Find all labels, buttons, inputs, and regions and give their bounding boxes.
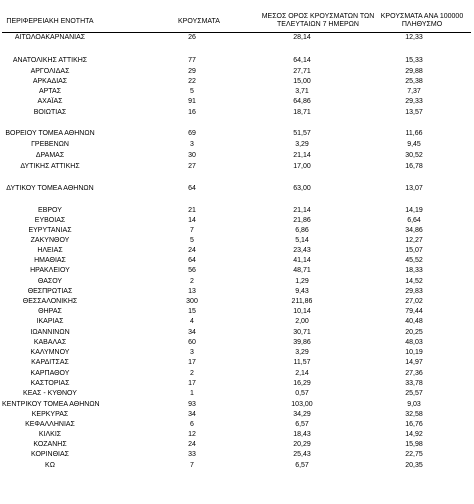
region-cell: ΙΩΑΝΝΙΝΩΝ	[30, 329, 70, 336]
average-cell: 25,43	[293, 451, 311, 458]
per-100k-cell: 15,33	[405, 57, 423, 64]
cases-cell: 33	[188, 451, 196, 458]
region-cell: ΘΕΣΣΑΛΟΝΙΚΗΣ	[22, 298, 78, 305]
cases-cell: 17	[188, 380, 196, 387]
cases-cell: 13	[188, 288, 196, 295]
cases-cell: 77	[188, 57, 196, 64]
region-cell: ΔΥΤΙΚΗΣ ΑΤΤΙΚΗΣ	[20, 163, 80, 170]
region-cell: ΔΥΤΙΚΟΥ ΤΟΜΕΑ ΑΘΗΝΩΝ	[6, 185, 94, 192]
table-row	[0, 140, 474, 150]
average-cell: 51,57	[293, 130, 311, 137]
per-100k-cell: 25,57	[405, 390, 423, 397]
table-row	[0, 338, 474, 348]
region-cell: ΚΑΣΤΟΡΙΑΣ	[30, 380, 70, 387]
cases-cell: 2	[190, 370, 194, 377]
region-cell: ΔΡΑΜΑΣ	[35, 152, 65, 159]
average-cell: 0,57	[295, 390, 309, 397]
cases-cell: 30	[188, 152, 196, 159]
region-cell: ΗΜΑΘΙΑΣ	[34, 257, 66, 264]
average-cell: 2,14	[295, 370, 309, 377]
average-cell: 103,00	[291, 401, 313, 408]
region-cell: ΚΕΡΚΥΡΑΣ	[31, 411, 69, 418]
cases-cell: 3	[190, 349, 194, 356]
per-100k-cell: 16,76	[405, 421, 423, 428]
average-cell: 9,43	[295, 288, 309, 295]
table-row	[0, 328, 474, 338]
region-cell: ΑΡΚΑΔΙΑΣ	[32, 78, 68, 85]
table-row	[0, 87, 474, 97]
cases-cell: 16	[188, 109, 196, 116]
average-cell: 3,71	[295, 88, 309, 95]
per-100k-cell: 25,38	[405, 78, 423, 85]
average-cell: 18,71	[293, 109, 311, 116]
table-row	[0, 430, 474, 440]
average-cell: 17,00	[293, 163, 311, 170]
per-100k-cell: 13,57	[405, 109, 423, 116]
per-100k-cell: 34,86	[405, 227, 423, 234]
cases-cell: 17	[188, 359, 196, 366]
region-cell: ΒΟΙΩΤΙΑΣ	[33, 109, 67, 116]
average-cell: 6,57	[295, 421, 309, 428]
average-cell: 16,29	[293, 380, 311, 387]
table-row	[0, 410, 474, 420]
column-header-7day-average: ΜΕΣΟΣ ΟΡΟΣ ΚΡΟΥΣΜΑΤΩΝ ΤΩΝ ΤΕΛΕΥΤΑΙΩΝ 7 ΗΜΕΡΩΝ	[261, 13, 375, 28]
table-row	[0, 151, 474, 161]
column-header-cases-per-100k: ΚΡΟΥΣΜΑΤΑ ΑΝΑ 100000 ΠΛΗΘΥΣΜΟ	[380, 13, 464, 28]
table-row	[0, 461, 474, 471]
column-header-region: ΠΕΡΙΦΕΡΕΙΑΚΗ ΕΝΟΤΗΤΑ	[6, 18, 94, 25]
cases-cell: 14	[188, 217, 196, 224]
per-100k-cell: 45,52	[405, 257, 423, 264]
cases-cell: 29	[188, 68, 196, 75]
average-cell: 2,00	[295, 318, 309, 325]
cases-cell: 15	[188, 308, 196, 315]
region-cell: ΚΕΦΑΛΛΗΝΙΑΣ	[25, 421, 75, 428]
per-100k-cell: 40,48	[405, 318, 423, 325]
region-cell: ΕΥΒΟΙΑΣ	[34, 217, 66, 224]
average-cell: 11,57	[293, 359, 311, 366]
region-cell: ΖΑΚΥΝΘΟΥ	[30, 237, 70, 244]
per-100k-cell: 9,45	[407, 141, 421, 148]
region-cell: ΙΚΑΡΙΑΣ	[36, 318, 64, 325]
per-100k-cell: 15,07	[405, 247, 423, 254]
per-100k-cell: 14,19	[405, 207, 423, 214]
average-cell: 211,86	[291, 298, 313, 305]
table-row	[0, 358, 474, 368]
average-cell: 5,14	[295, 237, 309, 244]
table-row	[0, 129, 474, 139]
cases-cell: 34	[188, 329, 196, 336]
region-cell: ΕΒΡΟΥ	[38, 207, 62, 214]
region-cell: ΘΗΡΑΣ	[38, 308, 62, 315]
average-cell: 64,86	[293, 98, 311, 105]
per-100k-cell: 12,33	[405, 34, 423, 41]
per-100k-cell: 14,92	[405, 431, 423, 438]
cases-cell: 64	[188, 257, 196, 264]
per-100k-cell: 48,03	[405, 339, 423, 346]
table-row	[0, 256, 474, 266]
table-row	[0, 216, 474, 226]
region-cell: ΑΡΓΟΛΙΔΑΣ	[30, 68, 70, 75]
cases-cell: 24	[188, 247, 196, 254]
average-cell: 3,29	[295, 349, 309, 356]
region-cell: ΚΕΝΤΡΙΚΟΥ ΤΟΜΕΑ ΑΘΗΝΩΝ	[2, 401, 100, 408]
cases-cell: 64	[188, 185, 196, 192]
table-row	[0, 440, 474, 450]
average-cell: 28,14	[293, 34, 311, 41]
table-row	[0, 226, 474, 236]
table-row	[0, 77, 474, 87]
average-cell: 1,29	[295, 278, 309, 285]
table-row	[0, 67, 474, 77]
per-100k-cell: 7,37	[407, 88, 421, 95]
table-row	[0, 246, 474, 256]
per-100k-cell: 14,52	[405, 278, 423, 285]
table-row	[0, 379, 474, 389]
table-row	[0, 297, 474, 307]
region-cell: ΚΑΛΥΜΝΟΥ	[30, 349, 70, 356]
per-100k-cell: 18,33	[405, 267, 423, 274]
table-row	[0, 369, 474, 379]
region-cell: ΑΧΑΪΑΣ	[37, 98, 63, 105]
region-cell: ΚΟΖΑΝΗΣ	[33, 441, 67, 448]
cases-cell: 56	[188, 267, 196, 274]
region-cell: ΚΙΛΚΙΣ	[38, 431, 62, 438]
table-row	[0, 450, 474, 460]
per-100k-cell: 15,98	[405, 441, 423, 448]
per-100k-cell: 33,78	[405, 380, 423, 387]
region-cell: ΚΟΡΙΝΘΙΑΣ	[31, 451, 69, 458]
cases-cell: 4	[190, 318, 194, 325]
per-100k-cell: 11,66	[405, 130, 423, 137]
cases-cell: 91	[188, 98, 196, 105]
per-100k-cell: 79,44	[405, 308, 423, 315]
table-row	[0, 287, 474, 297]
cases-cell: 1	[190, 390, 194, 397]
average-cell: 39,86	[293, 339, 311, 346]
cases-cell: 21	[188, 207, 196, 214]
table-row	[0, 162, 474, 172]
cases-cell: 27	[188, 163, 196, 170]
region-cell: ΕΥΡΥΤΑΝΙΑΣ	[28, 227, 72, 234]
cases-cell: 12	[188, 431, 196, 438]
average-cell: 63,00	[293, 185, 311, 192]
average-cell: 34,29	[293, 411, 311, 418]
region-cell: ΚΑΡΠΑΘΟΥ	[30, 370, 70, 377]
average-cell: 18,43	[293, 431, 311, 438]
region-cell: ΘΕΣΠΡΩΤΙΑΣ	[27, 288, 73, 295]
table-row	[0, 97, 474, 107]
table-row	[0, 307, 474, 317]
region-cell: ΚΑΡΔΙΤΣΑΣ	[31, 359, 69, 366]
cases-cell: 26	[188, 34, 196, 41]
per-100k-cell: 10,19	[405, 349, 423, 356]
cases-cell: 93	[188, 401, 196, 408]
cases-cell: 24	[188, 441, 196, 448]
table-row	[0, 266, 474, 276]
per-100k-cell: 14,97	[405, 359, 423, 366]
average-cell: 23,43	[293, 247, 311, 254]
average-cell: 27,71	[293, 68, 311, 75]
average-cell: 10,14	[293, 308, 311, 315]
cases-cell: 6	[190, 421, 194, 428]
column-header-cases: ΚΡΟΥΣΜΑΤΑ	[178, 18, 220, 25]
average-cell: 30,71	[293, 329, 311, 336]
table-row	[0, 33, 474, 43]
per-100k-cell: 32,58	[405, 411, 423, 418]
average-cell: 64,14	[293, 57, 311, 64]
table-row	[0, 206, 474, 216]
table-row	[0, 108, 474, 118]
region-cell: ΑΝΑΤΟΛΙΚΗΣ ΑΤΤΙΚΗΣ	[12, 57, 88, 64]
cases-cell: 3	[190, 141, 194, 148]
per-100k-cell: 30,52	[405, 152, 423, 159]
cases-cell: 300	[186, 298, 198, 305]
per-100k-cell: 12,27	[405, 237, 423, 244]
table-row	[0, 400, 474, 410]
region-cell: ΘΑΣΟΥ	[37, 278, 63, 285]
per-100k-cell: 6,64	[407, 217, 421, 224]
table-row	[0, 348, 474, 358]
region-cell: ΒΟΡΕΙΟΥ ΤΟΜΕΑ ΑΘΗΝΩΝ	[5, 130, 95, 137]
table-row	[0, 317, 474, 327]
average-cell: 3,29	[295, 141, 309, 148]
per-100k-cell: 20,25	[405, 329, 423, 336]
per-100k-cell: 20,35	[405, 462, 423, 469]
average-cell: 6,57	[295, 462, 309, 469]
table-row	[0, 420, 474, 430]
cases-cell: 5	[190, 237, 194, 244]
cases-cell: 5	[190, 88, 194, 95]
average-cell: 20,29	[293, 441, 311, 448]
table-row	[0, 184, 474, 194]
cases-cell: 7	[190, 227, 194, 234]
average-cell: 48,71	[293, 267, 311, 274]
table-row	[0, 389, 474, 399]
region-cell: ΓΡΕΒΕΝΩΝ	[31, 141, 69, 148]
region-cell: ΑΡΤΑΣ	[38, 88, 62, 95]
average-cell: 21,14	[293, 207, 311, 214]
table-row	[0, 236, 474, 246]
average-cell: 41,14	[293, 257, 311, 264]
cases-cell: 2	[190, 278, 194, 285]
cases-cell: 60	[188, 339, 196, 346]
per-100k-cell: 27,02	[405, 298, 423, 305]
region-cell: ΑΙΤΩΛΟΑΚΑΡΝΑΝΙΑΣ	[14, 34, 86, 41]
per-100k-cell: 9,03	[407, 401, 421, 408]
region-cell: ΚΩ	[45, 462, 55, 469]
cases-cell: 69	[188, 130, 196, 137]
per-100k-cell: 16,78	[405, 163, 423, 170]
region-cell: ΗΡΑΚΛΕΙΟΥ	[30, 267, 70, 274]
region-cell: ΗΛΕΙΑΣ	[37, 247, 63, 254]
average-cell: 21,86	[293, 217, 311, 224]
region-cell: ΚΕΑΣ - ΚΥΘΝΟΥ	[23, 390, 77, 397]
per-100k-cell: 29,33	[405, 98, 423, 105]
per-100k-cell: 29,88	[405, 68, 423, 75]
cases-cell: 34	[188, 411, 196, 418]
table-row	[0, 56, 474, 66]
per-100k-cell: 27,36	[405, 370, 423, 377]
table-row	[0, 277, 474, 287]
average-cell: 21,14	[293, 152, 311, 159]
per-100k-cell: 22,75	[405, 451, 423, 458]
average-cell: 6,86	[295, 227, 309, 234]
cases-cell: 22	[188, 78, 196, 85]
cases-cell: 7	[190, 462, 194, 469]
per-100k-cell: 29,83	[405, 288, 423, 295]
region-cell: ΚΑΒΑΛΑΣ	[33, 339, 67, 346]
average-cell: 15,00	[293, 78, 311, 85]
per-100k-cell: 13,07	[405, 185, 423, 192]
